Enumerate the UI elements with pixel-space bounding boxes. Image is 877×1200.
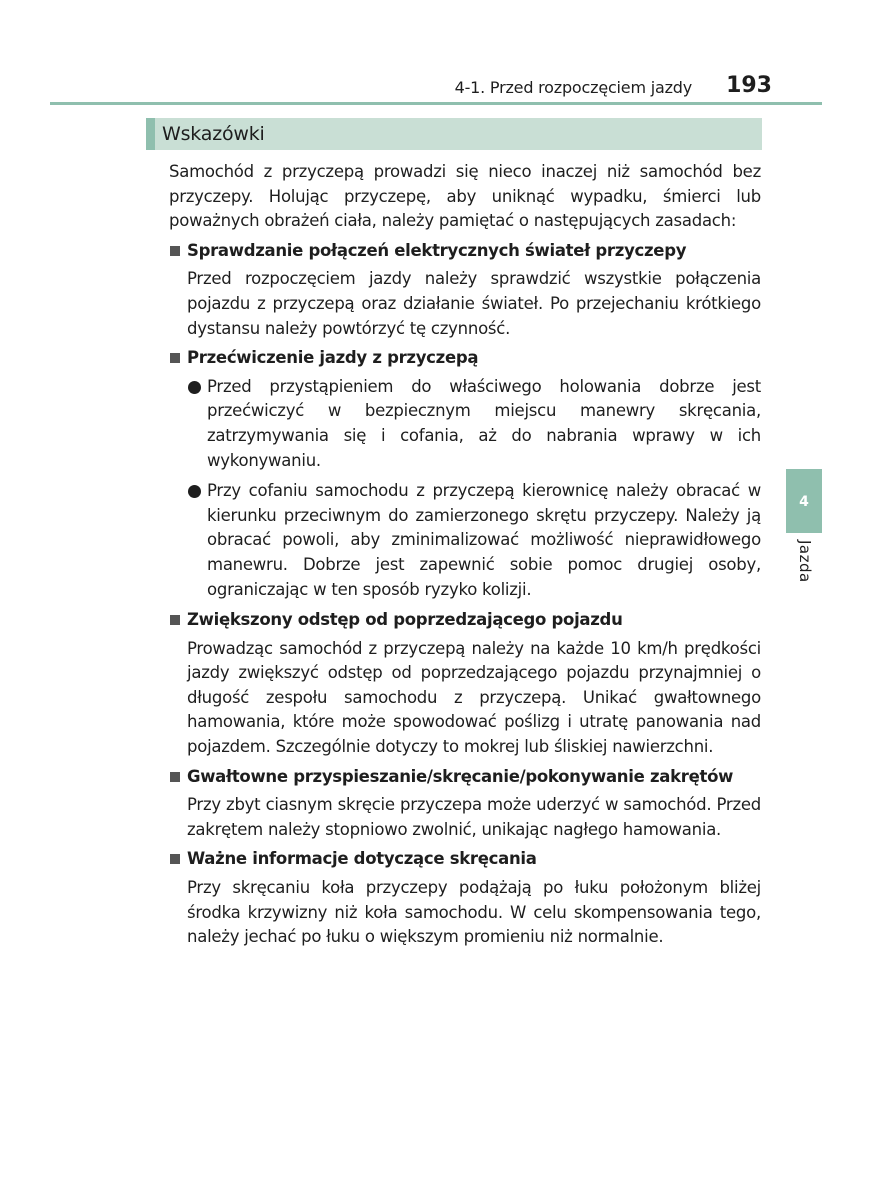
section-heading	[169, 765, 761, 790]
chapter-label: Jazda	[796, 540, 814, 583]
square-bullet-icon	[170, 854, 180, 864]
chapter-tab	[786, 469, 822, 533]
page-header	[0, 70, 822, 102]
section-heading-text: Gwałtowne przyspieszanie/skręcanie/pokonywanie zakrętów	[187, 766, 734, 786]
section-heading-text: Ważne informacje dotyczące skręcania	[187, 849, 537, 869]
section-body: Przed rozpoczęciem jazdy należy sprawdzić wszystkie połączenia pojazdu z przyczepą oraz działanie świateł. Po przejechaniu krótkiego dystansu należy powtórzyć tę czynność.	[187, 269, 761, 338]
section-heading-text: Zwiększony odstęp od poprzedzającego pojazdu	[187, 610, 623, 630]
section-body: Przy zbyt ciasnym skręcie przyczepa może uderzyć w samochód. Przed zakrętem należy stopniowo zwolnić, unikając nagłego hamowania.	[187, 795, 761, 839]
round-bullet-icon	[188, 381, 201, 394]
list-item-text: Przy cofaniu samochodu z przyczepą kierownicę należy obracać w kierunku przeciwnym do zamierzonego skrętu przyczepy. Należy ją obracać powoli, aby zminimalizować możliwość nieprawidłowego manewru. Dobrze jest zapewnić sobie pomoc drugiej osoby, ograniczając w ten sposób ryzyko kolizji.	[207, 481, 761, 599]
square-bullet-icon	[170, 615, 180, 625]
section-heading	[169, 608, 761, 633]
hints-box-header	[146, 118, 762, 150]
header-rule	[50, 102, 822, 105]
square-bullet-icon	[170, 353, 180, 363]
list-item	[187, 375, 761, 473]
section-body: Prowadząc samochód z przyczepą należy na każde 10 km/h prędkości jazdy zwiększyć odstęp od poprzedzającego pojazdu przynajmniej o długość zespołu samochodu z przyczepą. Unikać gwałtownego hamowania, które może spowodować poślizg i utratę panowania nad pojazdem. Szczególnie dotyczy to mokrej lub śliskiej nawierzchni.	[187, 638, 761, 757]
chapter-number: 4	[799, 494, 809, 510]
hints-box-title: Wskazówki	[162, 123, 265, 145]
round-bullet-icon	[188, 485, 201, 498]
hints-box-accent-bar	[146, 118, 155, 150]
section-heading	[169, 239, 761, 264]
section-body: Przy skręcaniu koła przyczepy podążają po łuku położonym bliżej środka krzywizny niż koła samochodu. W celu skompensowania tego, należy jechać po łuku o większym promieniu niż normalnie.	[187, 878, 761, 947]
square-bullet-icon	[170, 772, 180, 782]
section-heading	[169, 847, 761, 872]
list-item	[187, 479, 761, 602]
section-heading	[169, 346, 761, 371]
main-content	[169, 160, 761, 955]
page-number: 193	[726, 73, 772, 98]
section-title: 4-1. Przed rozpoczęciem jazdy	[454, 78, 692, 97]
square-bullet-icon	[170, 246, 180, 256]
section-heading-text: Przećwiczenie jazdy z przyczepą	[187, 348, 479, 368]
section-heading-text: Sprawdzanie połączeń elektrycznych świateł przyczepy	[187, 240, 687, 260]
list-item-text: Przed przystąpieniem do właściwego holowania dobrze jest przećwiczyć w bezpiecznym miejscu manewry skręcania, zatrzymywania się i cofania, aż do nabrania wprawy w ich wykonywaniu.	[207, 376, 761, 470]
intro-paragraph: Samochód z przyczepą prowadzi się nieco inaczej niż samochód bez przyczepy. Holując przyczepę, aby uniknąć wypadku, śmierci lub poważnych obrażeń ciała, należy pamiętać o następujących zasadach:	[169, 162, 761, 231]
bullet-list	[169, 375, 761, 602]
